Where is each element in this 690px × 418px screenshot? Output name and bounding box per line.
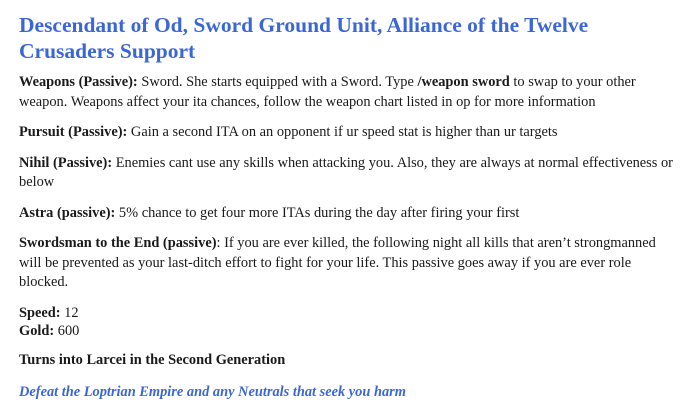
ability-weapons-label: Weapons (Passive):	[19, 74, 138, 90]
ability-astra-text: 5% chance to get four more ITAs during the day after firing your first	[115, 204, 520, 221]
ability-nihil	[19, 154, 679, 193]
stat-gold	[19, 322, 679, 340]
ability-pursuit-label: Pursuit (Passive):	[19, 124, 128, 140]
ability-swordsman-label: Swordsman to the End (passive)	[19, 235, 217, 251]
ability-pursuit-text: Gain a second ITA on an opponent if ur speed stat is higher than ur targets	[127, 124, 558, 140]
stat-speed-label: Speed:	[19, 304, 61, 321]
win-condition: Defeat the Loptrian Empire and any Neutrals that seek you harm	[19, 384, 406, 400]
stat-speed	[19, 304, 679, 322]
transform-note	[19, 351, 679, 371]
stat-gold-label: Gold:	[19, 322, 55, 339]
ability-swordsman	[19, 234, 679, 293]
ability-astra	[19, 204, 679, 224]
ability-weapons-text-after: to swap to your other weapon. Weapons affect your ita chances, follow the weapon chart listed in op for more information	[19, 74, 636, 110]
ability-weapons-text-before: Sword. She starts equipped with a Sword. Type	[137, 74, 418, 90]
weapon-command: /weapon sword	[417, 74, 510, 90]
stats-block	[19, 304, 679, 340]
ability-astra-label: Astra (passive):	[19, 204, 116, 221]
role-card	[19, 12, 679, 402]
ability-pursuit	[19, 123, 679, 143]
stat-gold-value: 600	[54, 322, 80, 339]
role-title: Descendant of Od, Sword Ground Unit, Alliance of the Twelve Crusaders Support	[19, 13, 589, 63]
ability-weapons	[19, 73, 679, 112]
ability-nihil-label: Nihil (Passive):	[19, 154, 113, 171]
ability-nihil-text: Enemies cant use any skills when attacking you. Also, they are always at normal effectiveness or below	[19, 154, 673, 190]
stat-speed-value: 12	[60, 304, 79, 321]
ability-swordsman-text: : If you are ever killed, the following night all kills that aren’t strongmanned will be prevented as your last-ditch effort to fight for your life. This passive goes away if you are ever role blocked.	[19, 235, 656, 290]
transform-text: Turns into Larcei in the Second Generation	[19, 351, 286, 368]
